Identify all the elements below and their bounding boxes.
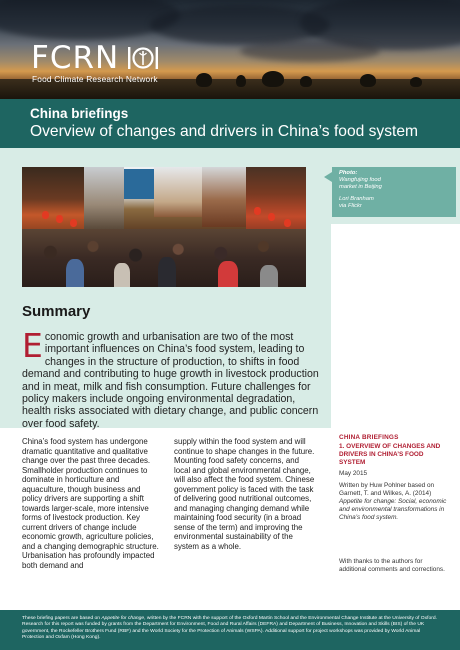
summary-heading: Summary — [22, 303, 91, 320]
series-title: China briefings — [30, 106, 129, 121]
tree-silhouette — [360, 74, 376, 87]
lantern-shape — [284, 219, 291, 227]
person-shape — [260, 265, 278, 287]
sidebar-date: May 2015 — [339, 470, 368, 477]
logo-text: FCRN — [31, 40, 120, 76]
building-shape — [154, 167, 202, 217]
summary-lead-text: conomic growth and urbanisation are two of the most important influences on China’s food system, leading to changes in the structure of production, to shifts in food demand and contributing to huge growth in livestock production and in meat, milk and fish consumption. Future challenges for policy makers include ongoing environmental degradation, health risks associated with dietary change, and public concern over food safety. — [22, 331, 319, 430]
person-shape — [218, 261, 238, 287]
person-shape — [66, 259, 84, 287]
tree-silhouette — [410, 77, 422, 87]
food-network-logo-icon — [127, 44, 159, 72]
lantern-shape — [70, 219, 77, 227]
footer-text: These briefing papers are based on — [22, 616, 102, 621]
caption-place: market in Beijing — [339, 184, 382, 190]
building-shape — [202, 167, 246, 227]
sidebar-title: 1. OVERVIEW OF CHANGES AND DRIVERS IN CHINA’S FOOD SYSTEM — [339, 443, 441, 466]
lantern-shape — [268, 213, 275, 221]
credit-text: Written by Huw Pohlner based on Garnett, T. and Wilkes, A. (2014) — [339, 482, 435, 497]
sidebar-credit — [339, 482, 451, 522]
tree-silhouette — [262, 71, 284, 87]
cloud-shape — [240, 40, 380, 62]
caption-label: Photo: — [339, 170, 358, 176]
footer-note — [0, 610, 460, 650]
footer-italic: Appetite for change — [101, 616, 145, 621]
body-column-1: China’s food system has undergone dramatic quantitative and qualitative change over the past three decades. Smallholder production continues to dominate in horticulture and aquaculture, though business and policy drivers are supporting a shift towards larger-scale, more intensive forms of livestock production. Key current drivers of change include economic growth, agriculture policies, and a changing demographic structure. Urbanisation has profoundly impacted both demand and — [22, 437, 159, 570]
caption-author: Lori Branham — [339, 196, 374, 202]
person-shape — [158, 257, 176, 287]
lantern-shape — [56, 215, 63, 223]
photo-caption — [332, 167, 456, 217]
summary-lead — [22, 326, 322, 430]
caption-source: via Flickr — [339, 203, 362, 209]
page-title: Overview of changes and drivers in China’s food system — [30, 123, 419, 140]
footer-text-rest: , written by the FCRN with the support of the Oxford Martin School and the Environmental Change Institute at the University of Oxford. Research for this report was funded by grants from the Department for Environment, Food and Rural Affairs (DEFRA) and Department of Business, Innovation and Skills (BIS) of the UK government, the Rockefeller Brothers Fund (RBF) and the World Society for the Protection of Animals (WSPA). Additional support for project workshops was provided by World Animal Protection and Oxfam (Hong Kong). — [22, 616, 437, 641]
fcrn-logo[interactable] — [31, 40, 159, 76]
tree-silhouette — [196, 73, 212, 87]
credit-title: Appetite for change: Social, economic and environmental transformations in China’s food system. — [339, 498, 447, 521]
sidebar-thanks: With thanks to the authors for additional comments and corrections. — [339, 558, 445, 573]
lantern-shape — [254, 207, 261, 215]
building-shape — [84, 167, 124, 229]
body-column-2: supply within the food system and will continue to shape changes in the future. Mounting food safety concerns, and local and global environmental change, will also affect the food system. Chinese government policy is faced with the task of delivering good nutritional outcomes, and managing changing demand while maintaining food security (in a broad sense of the term) and improving the environmental sustainability of the system as a whole. — [174, 437, 315, 551]
caption-place: Wangfujing food — [339, 177, 381, 183]
lantern-shape — [42, 211, 49, 219]
person-shape — [114, 263, 130, 287]
tree-silhouette — [300, 76, 312, 87]
tree-silhouette — [236, 75, 246, 87]
drop-cap: E — [22, 326, 43, 365]
sidebar-series-label: CHINA BRIEFINGS — [339, 434, 399, 441]
caption-pointer — [324, 172, 332, 182]
sign-shape — [124, 169, 154, 199]
market-crowd-photo — [22, 167, 306, 287]
network-name: Food Climate Research Network — [32, 74, 158, 84]
